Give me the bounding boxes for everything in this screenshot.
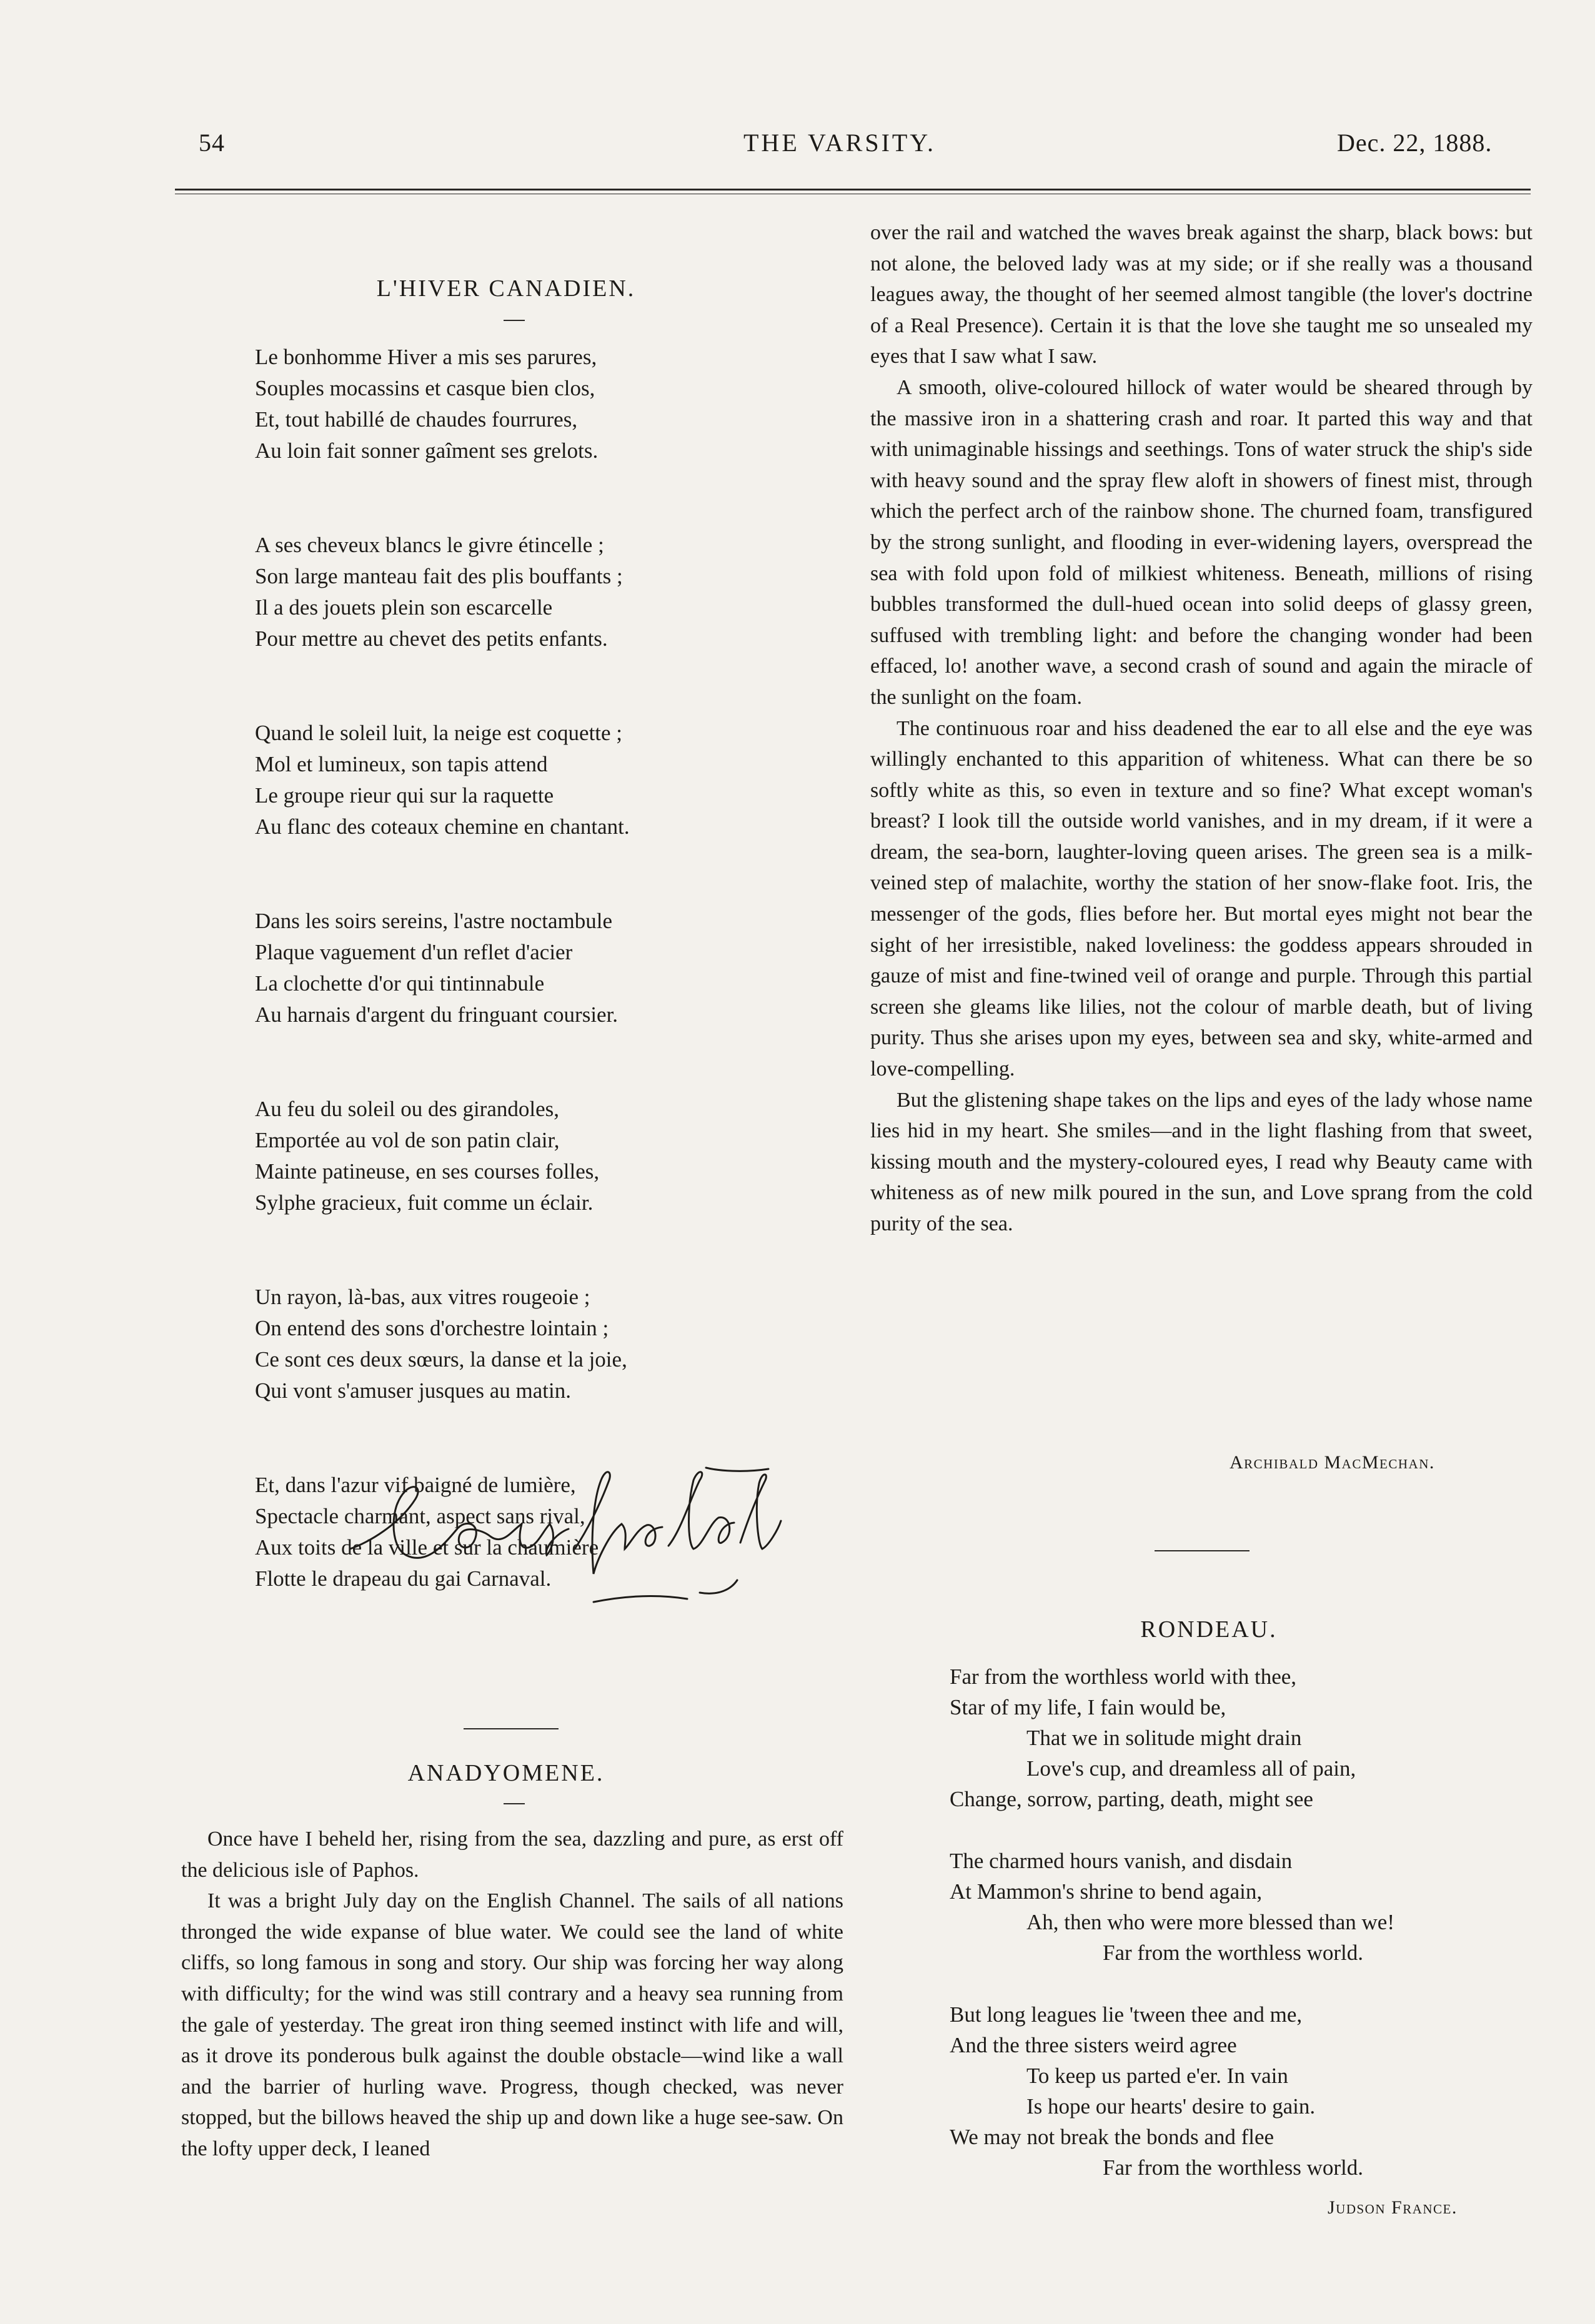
poem-line: A ses cheveux blancs le givre étincelle ;	[255, 533, 604, 557]
poem-line: Plaque vaguement d'un reflet d'acier	[255, 940, 573, 964]
poem-line: We may not break the bonds and flee	[950, 2125, 1275, 2149]
poem-line: Le bonhomme Hiver a mis ses parures,	[255, 345, 597, 369]
poem-line: Pour mettre au chevet des petits enfants.	[255, 626, 608, 651]
poem-line: Sylphe gracieux, fuit comme un éclair.	[255, 1190, 594, 1215]
poem-line: Ah, then who were more blessed than we!	[1026, 1910, 1394, 1934]
poem-line: Au loin fait sonner gaîment ses grelots.	[255, 438, 599, 463]
poem-line: La clochette d'or qui tintinnabule	[255, 971, 545, 996]
poem-line: Qui vont s'amuser jusques au matin.	[255, 1378, 571, 1403]
title-dash	[504, 1803, 525, 1804]
anadyomene-right-column	[870, 217, 1533, 1240]
paragraph: It was a bright July day on the English Channel. The sails of all nations thronged the wide expanse of blue water. We could see the land of white cliffs, so long famous in song and story. Our ship was forcing her way along with difficulty; for the wind was still contrary and a heavy sea running from the gale of yesterday. The great iron thing seemed instinct with life and will, as it drove its ponderous bulk against the double obstacle—wind like a wall and the barrier of hurling wave. Progress, though checked, was never stopped, but the billows heaved the ship up and down like a huge see-saw. On the lofty upper deck, I leaned	[181, 1889, 843, 2160]
poem-line: On entend des sons d'orchestre lointain ;	[255, 1316, 609, 1340]
signature-image	[331, 1455, 806, 1618]
anadyomene-title: ANADYOMENE.	[407, 1760, 605, 1786]
anadyomene-left-column	[181, 1824, 843, 2165]
poem-line: Son large manteau fait des plis bouffants ;	[255, 564, 623, 588]
poem-line: Un rayon, là-bas, aux vitres rougeoie ;	[255, 1285, 590, 1309]
section-separator	[464, 1728, 559, 1729]
poem-line: The charmed hours vanish, and disdain	[950, 1849, 1293, 1873]
poem-line: But long leagues lie 'tween thee and me,	[950, 2002, 1303, 2027]
issue-date: Dec. 22, 1888.	[1337, 129, 1493, 157]
poem-line: Change, sorrow, parting, death, might see	[950, 1787, 1313, 1811]
poem-line: Spectacle charmant, aspect sans rival,	[255, 1504, 585, 1528]
paragraph: over the rail and watched the waves break against the sharp, black bows: but not alone, the beloved lady was at my side; or if she really was a thousand leagues away, the thought of her seemed almost tangible (the lover's doctrine of a Real Presence). Certain it is that the love she taught me so unsealed my eyes that I saw what I saw.	[870, 221, 1533, 368]
poem-line: Far from the worthless world.	[1103, 2155, 1364, 2180]
paragraph: But the glistening shape takes on the lips and eyes of the lady whose name lies hid in my heart. She smiles—and in the light flashing from that sweet, kissing mouth and the mystery-coloured eyes, I read why Beauty came with whiteness as of new milk poured in the sun, and Love sprang from the cold purity of the sea.	[870, 1088, 1533, 1235]
poem-line: Et, tout habillé de chaudes fourrures,	[255, 407, 578, 432]
rondeau-title: RONDEAU.	[1140, 1616, 1278, 1643]
poem-line: Flotte le drapeau du gai Carnaval.	[255, 1566, 552, 1591]
poem-line: Emportée au vol de son patin clair,	[255, 1128, 560, 1152]
poem-line: Mol et lumineux, son tapis attend	[255, 752, 548, 776]
poem-line: Far from the worthless world.	[1103, 1941, 1364, 1965]
poem-line: Ce sont ces deux sœurs, la danse et la joie,	[255, 1347, 627, 1372]
page-number: 54	[199, 129, 225, 157]
poem-line: Souples mocassins et casque bien clos,	[255, 376, 595, 400]
poem-line: Au feu du soleil ou des girandoles,	[255, 1097, 559, 1121]
section-separator	[1155, 1550, 1250, 1551]
poem-line: Le groupe rieur qui sur la raquette	[255, 783, 554, 808]
hiver-title: L'HIVER CANADIEN.	[376, 275, 636, 302]
poem-line: At Mammon's shrine to bend again,	[950, 1879, 1263, 1904]
author-france: Judson France.	[1328, 2197, 1458, 2218]
poem-line: Aux toits de la ville et sur la chaumière	[255, 1535, 599, 1560]
poem-line: Is hope our hearts' desire to gain.	[1026, 2094, 1316, 2119]
poem-line: That we in solitude might drain	[1026, 1726, 1302, 1750]
poem-line: To keep us parted e'er. In vain	[1026, 2064, 1288, 2088]
author-macmechan: Archibald MacMechan.	[1230, 1452, 1435, 1473]
paragraph: A smooth, olive-coloured hillock of water would be sheared through by the massive iron in a shattering crash and roar. It parted this way and that with unimaginable hissings and seethings. Tons of water struck the ship's side with heavy sound and the spray flew aloft in showers of finest mist, through which the perfect arch of the rainbow shone. The churned foam, transfigured by the strong sunlight, and flooding in ever-widening layers, overspread the sea with fold upon fold of milkiest whiteness. Beneath, millions of rising bubbles transformed the dull-hued ocean into solid deeps of glassy green, suffused with trembling light: and before the changing wonder had been effaced, lo! another wave, a second crash of sound and again the miracle of the sunlight on the foam.	[870, 375, 1533, 709]
poem-line: Et, dans l'azur vif baigné de lumière,	[255, 1473, 576, 1497]
poem-line: And the three sisters weird agree	[950, 2033, 1237, 2057]
publication-title: THE VARSITY.	[743, 129, 937, 157]
poem-line: Au flanc des coteaux chemine en chantant.	[255, 814, 630, 839]
poem-line: Love's cup, and dreamless all of pain,	[1026, 1756, 1356, 1781]
paragraph: Once have I beheld her, rising from the sea, dazzling and pure, as erst off the delicious isle of Paphos.	[181, 1827, 843, 1882]
poem-line: Far from the worthless world with thee,	[950, 1664, 1297, 1689]
title-dash	[504, 320, 525, 321]
poem-line: Dans les soirs sereins, l'astre noctambule	[255, 909, 612, 933]
poem-line: Mainte patineuse, en ses courses folles,	[255, 1159, 600, 1184]
poem-line: Au harnais d'argent du fringuant coursier.	[255, 1002, 619, 1027]
poem-line: Star of my life, I fain would be,	[950, 1695, 1226, 1719]
poem-line: Quand le soleil luit, la neige est coquette ;	[255, 721, 623, 745]
header-rule	[175, 189, 1531, 190]
poem-line: Il a des jouets plein son escarcelle	[255, 595, 553, 620]
paragraph: The continuous roar and hiss deadened the ear to all else and the eye was willingly enchanted to this apparition of whiteness. What can there be so softly white as this, so even in texture and so fine? What except woman's breast? I look till the outside world vanishes, and in my dream, if it were a dream, the sea-born, laughter-loving queen arises. The green sea is a milk-veined step of malachite, worthy the station of her snow-flake foot. Iris, the messenger of the gods, flies before her. But mortal eyes might not bear the sight of her irresistible, naked loveliness: the goddess appears shrouded in gauze of mist and fine-twined veil of orange and purple. Through this partial screen she gleams like lilies, not the colour of marble death, but of living purity. Thus she arises upon my eyes, between sea and sky, white-armed and love-compelling.	[870, 716, 1533, 1081]
